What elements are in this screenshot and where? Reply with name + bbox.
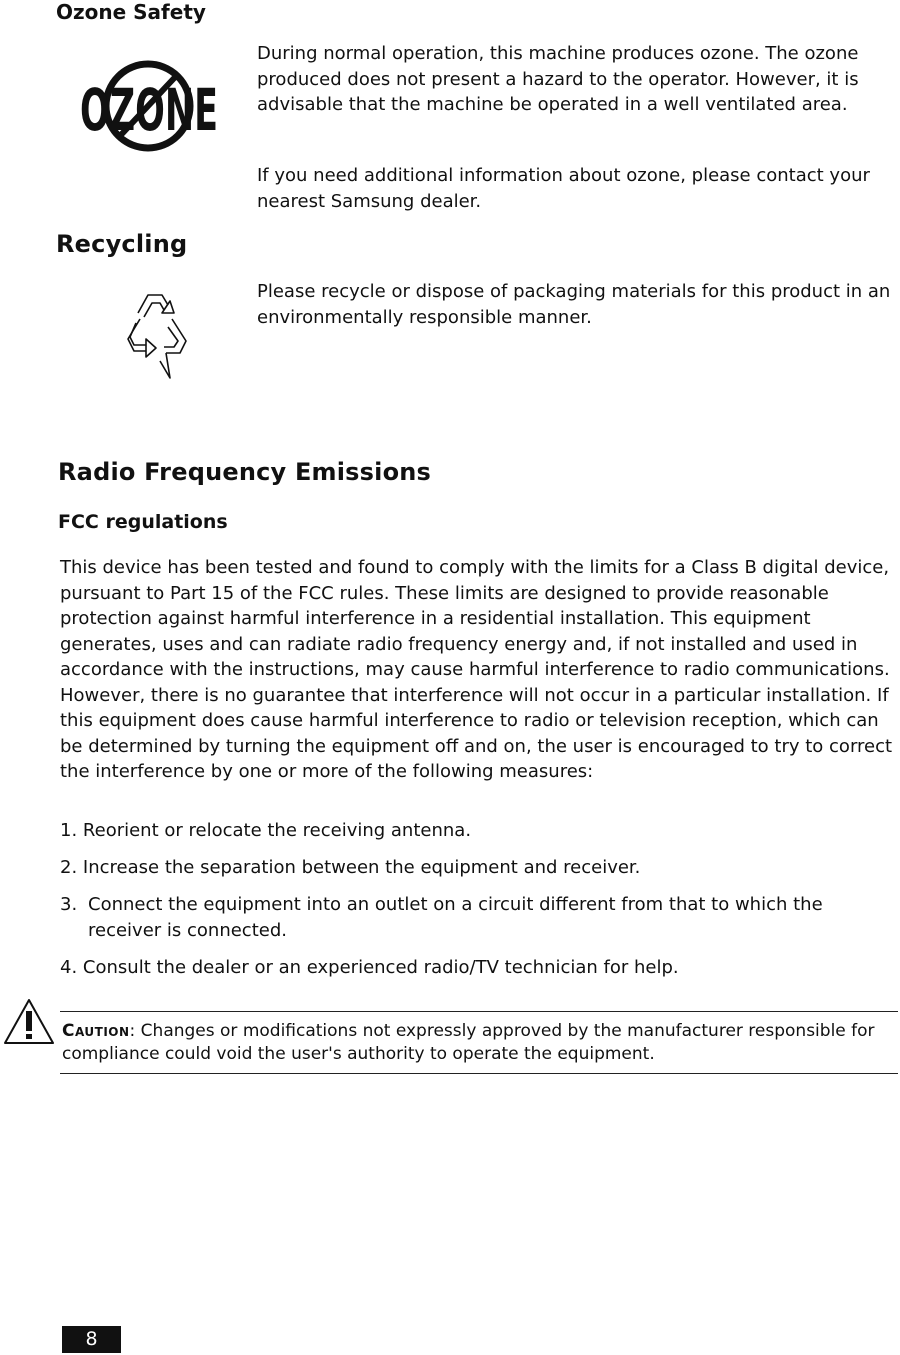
recycle-icon <box>100 283 210 388</box>
caution-bottom-rule <box>60 1073 898 1074</box>
caution-top-rule <box>60 1011 898 1012</box>
caution-label: Caution <box>62 1021 130 1041</box>
page-number: 8 <box>62 1326 121 1353</box>
list-item-text: Increase the separation between the equipment and receiver. <box>82 857 641 878</box>
list-item <box>60 892 895 943</box>
list-item-text: Reorient or relocate the receiving antenna. <box>82 820 472 841</box>
ozone-prohibited-logo-icon <box>78 58 220 154</box>
ozone-logo <box>78 58 220 154</box>
ozone-logo-text: OZONE <box>80 76 218 144</box>
caution-text: : Changes or modifications not expressly approved by the manufacturer responsible for compliance could void the user's authority to operate the equipment. <box>62 1021 875 1064</box>
list-item-text: Connect the equipment into an outlet on a circuit different from that to which the receiver is connected. <box>88 894 823 941</box>
ozone-paragraph-2: If you need additional information about ozone, please contact your nearest Samsung dealer. <box>257 165 870 212</box>
ozone-heading: Ozone Safety <box>56 0 206 24</box>
rf-heading: Radio Frequency Emissions <box>58 458 432 486</box>
list-item <box>60 955 895 981</box>
list-item-number: 3. <box>60 894 78 915</box>
fcc-paragraph: This device has been tested and found to comply with the limits for a Class B digital device, pursuant to Part 15 of the FCC rules. These limits are designed to provide reasonable protection against harmful interference in a residential installation. This equipment generates, uses and can radiate radio frequency energy and, if not installed and used in accordance with the instructions, may cause harmful interference to radio communications. However, there is no guarantee that interference will not occur in a particular installation. If this equipment does cause harmful interference to radio or television reception, which can be determined by turning the equipment off and on, the user is encouraged to try to correct the interference by one or more of the following measures: <box>60 557 893 782</box>
list-item-number: 2. <box>60 857 78 878</box>
list-item <box>60 855 895 881</box>
list-item <box>60 818 895 844</box>
warning-triangle-icon <box>2 997 56 1047</box>
list-item-number: 1. <box>60 820 78 841</box>
fcc-subheading: FCC regulations <box>58 511 228 533</box>
caution-notice <box>62 1020 892 1066</box>
recycling-paragraph: Please recycle or dispose of packaging materials for this product in an environmentally responsible manner. <box>257 281 891 328</box>
list-item-number: 4. <box>60 957 78 978</box>
list-item-text: Consult the dealer or an experienced radio/TV technician for help. <box>82 957 679 978</box>
recycling-heading: Recycling <box>56 230 188 258</box>
ozone-paragraph-1: During normal operation, this machine produces ozone. The ozone produced does not present a hazard to the operator. However, it is advisable that the machine be operated in a well ventilated area. <box>257 43 859 115</box>
